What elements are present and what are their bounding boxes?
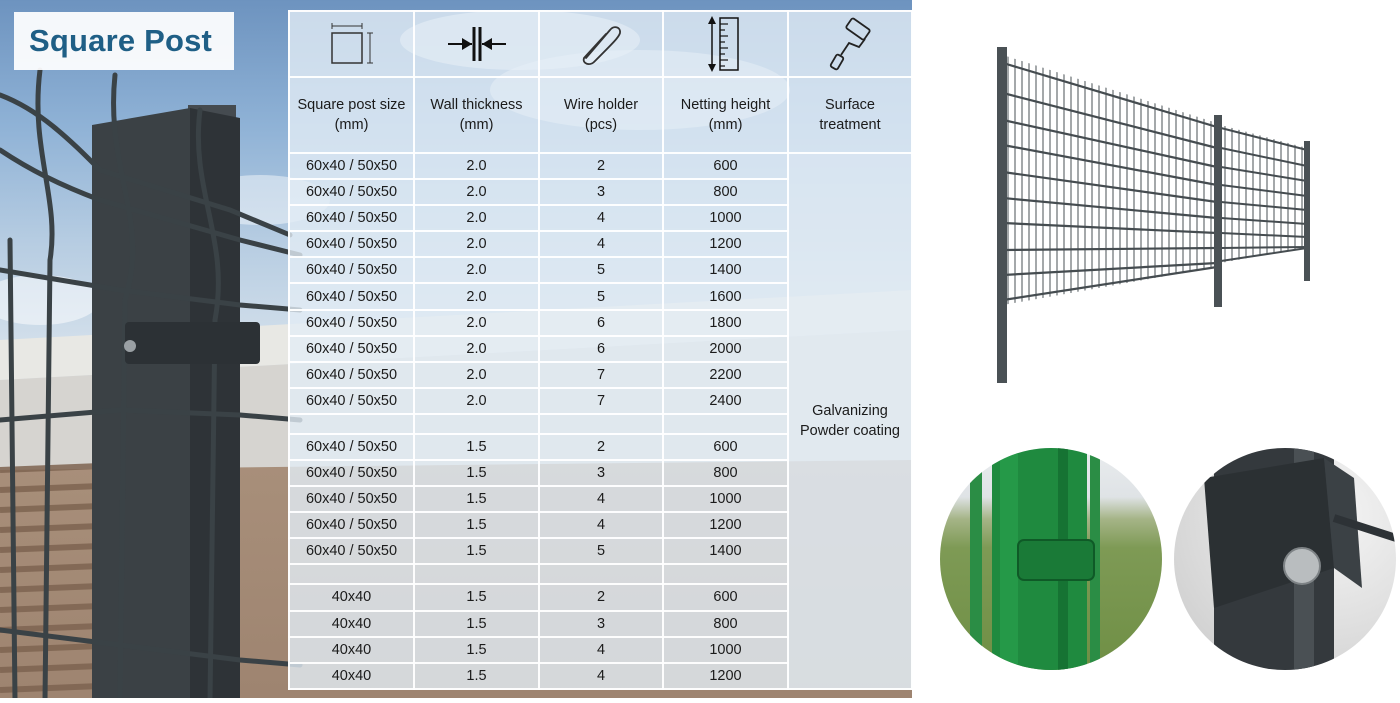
header-wire-holder-label: Wire holder (pcs) — [563, 97, 639, 133]
cell-netting-height: 1400 — [663, 538, 788, 564]
header-wire-holder — [539, 77, 663, 153]
empty-cell — [539, 414, 663, 434]
cell-netting-height: 600 — [663, 434, 788, 460]
cell-netting-height: 800 — [663, 179, 788, 205]
cell-netting-height: 800 — [663, 611, 788, 637]
header-netting-height — [663, 77, 788, 153]
cell-post-size: 60x40 / 50x50 — [289, 153, 414, 179]
cell-wall-thickness: 1.5 — [414, 538, 539, 564]
cell-wall-thickness: 1.5 — [414, 584, 539, 610]
paperclip-icon — [574, 20, 628, 68]
cell-netting-height: 2000 — [663, 336, 788, 362]
cell-post-size: 60x40 / 50x50 — [289, 257, 414, 283]
cell-wire-holder: 4 — [539, 486, 663, 512]
cell-netting-height: 800 — [663, 460, 788, 486]
header-wall-thickness-label: Wall thickness (mm) — [430, 97, 523, 133]
cell-post-size: 40x40 — [289, 611, 414, 637]
cell-wall-thickness: 2.0 — [414, 205, 539, 231]
cell-post-size: 40x40 — [289, 663, 414, 689]
cell-netting-height: 1000 — [663, 205, 788, 231]
cell-post-size: 60x40 / 50x50 — [289, 310, 414, 336]
clamp-closeup-illustration — [1174, 448, 1396, 670]
wall-thickness-icon — [444, 21, 510, 67]
empty-cell — [663, 414, 788, 434]
cell-post-size: 60x40 / 50x50 — [289, 231, 414, 257]
cell-post-size: 40x40 — [289, 637, 414, 663]
cell-post-size: 40x40 — [289, 584, 414, 610]
spec-table — [288, 10, 913, 690]
square-size-icon — [322, 21, 382, 67]
empty-cell — [414, 414, 539, 434]
cell-wire-holder: 5 — [539, 283, 663, 309]
cell-wall-thickness: 1.5 — [414, 637, 539, 663]
cell-wall-thickness: 2.0 — [414, 283, 539, 309]
empty-cell — [663, 564, 788, 584]
page-title: Square Post — [29, 23, 213, 58]
cell-post-size: 60x40 / 50x50 — [289, 179, 414, 205]
cell-wire-holder: 3 — [539, 179, 663, 205]
cell-wire-holder: 4 — [539, 663, 663, 689]
cell-post-size: 60x40 / 50x50 — [289, 362, 414, 388]
header-surface-treatment — [788, 77, 912, 153]
square-size-icon-cell — [289, 11, 414, 77]
paint-roller-icon-cell — [788, 11, 912, 77]
empty-cell — [414, 564, 539, 584]
header-post-size — [289, 77, 414, 153]
icon-row — [289, 11, 912, 77]
cell-netting-height: 2200 — [663, 362, 788, 388]
cell-wall-thickness: 2.0 — [414, 257, 539, 283]
cell-wire-holder: 6 — [539, 310, 663, 336]
cell-wall-thickness: 1.5 — [414, 663, 539, 689]
cell-post-size: 60x40 / 50x50 — [289, 336, 414, 362]
cell-netting-height: 2400 — [663, 388, 788, 414]
cell-post-size: 60x40 / 50x50 — [289, 512, 414, 538]
cell-wall-thickness: 1.5 — [414, 434, 539, 460]
header-row — [289, 77, 912, 153]
cell-wire-holder: 7 — [539, 388, 663, 414]
cell-wall-thickness: 2.0 — [414, 336, 539, 362]
ruler-icon-cell — [663, 11, 788, 77]
cell-post-size: 60x40 / 50x50 — [289, 460, 414, 486]
cell-netting-height: 1000 — [663, 486, 788, 512]
header-post-size-label: Square post size (mm) — [297, 97, 406, 133]
empty-cell — [289, 414, 414, 434]
cell-wire-holder: 3 — [539, 611, 663, 637]
cell-wall-thickness: 2.0 — [414, 362, 539, 388]
header-netting-height-label: Netting height (mm) — [680, 97, 771, 133]
cell-wire-holder: 2 — [539, 153, 663, 179]
cell-wire-holder: 4 — [539, 637, 663, 663]
cell-wall-thickness: 1.5 — [414, 460, 539, 486]
cell-wall-thickness: 2.0 — [414, 388, 539, 414]
green-post-illustration — [940, 448, 1162, 670]
cell-wire-holder: 4 — [539, 205, 663, 231]
cell-wire-holder: 6 — [539, 336, 663, 362]
cell-netting-height: 600 — [663, 584, 788, 610]
cell-netting-height: 600 — [663, 153, 788, 179]
cell-wire-holder: 5 — [539, 538, 663, 564]
cell-wall-thickness: 2.0 — [414, 310, 539, 336]
cell-netting-height: 1800 — [663, 310, 788, 336]
fence-panel-image — [935, 35, 1375, 395]
green-post-clamp-photo — [940, 448, 1162, 670]
wall-thickness-icon-cell — [414, 11, 539, 77]
clamp-closeup-photo — [1174, 448, 1396, 670]
cell-wall-thickness: 1.5 — [414, 512, 539, 538]
cell-wire-holder: 5 — [539, 257, 663, 283]
paint-roller-icon — [823, 17, 877, 71]
cell-wall-thickness: 1.5 — [414, 611, 539, 637]
cell-wall-thickness: 2.0 — [414, 153, 539, 179]
cell-post-size: 60x40 / 50x50 — [289, 283, 414, 309]
table-row — [289, 153, 912, 179]
cell-post-size: 60x40 / 50x50 — [289, 388, 414, 414]
title-box — [14, 12, 234, 70]
cell-wire-holder: 7 — [539, 362, 663, 388]
header-wall-thickness — [414, 77, 539, 153]
cell-post-size: 60x40 / 50x50 — [289, 538, 414, 564]
cell-wire-holder: 2 — [539, 434, 663, 460]
empty-cell — [289, 564, 414, 584]
cell-netting-height: 1200 — [663, 663, 788, 689]
cell-post-size: 60x40 / 50x50 — [289, 434, 414, 460]
cell-wire-holder: 3 — [539, 460, 663, 486]
empty-cell — [539, 564, 663, 584]
cell-wall-thickness: 2.0 — [414, 231, 539, 257]
cell-post-size: 60x40 / 50x50 — [289, 486, 414, 512]
cell-netting-height: 1200 — [663, 231, 788, 257]
surface-treatment-cell: Galvanizing Powder coating — [788, 153, 912, 689]
cell-netting-height: 1600 — [663, 283, 788, 309]
cell-wire-holder: 4 — [539, 512, 663, 538]
cell-netting-height: 1400 — [663, 257, 788, 283]
cell-wall-thickness: 1.5 — [414, 486, 539, 512]
paperclip-icon-cell — [539, 11, 663, 77]
cell-wire-holder: 4 — [539, 231, 663, 257]
cell-netting-height: 1200 — [663, 512, 788, 538]
ruler-icon — [706, 14, 746, 74]
header-surface-treatment-label: Surface treatment — [819, 97, 881, 133]
cell-netting-height: 1000 — [663, 637, 788, 663]
cell-wall-thickness: 2.0 — [414, 179, 539, 205]
cell-wire-holder: 2 — [539, 584, 663, 610]
cell-post-size: 60x40 / 50x50 — [289, 205, 414, 231]
